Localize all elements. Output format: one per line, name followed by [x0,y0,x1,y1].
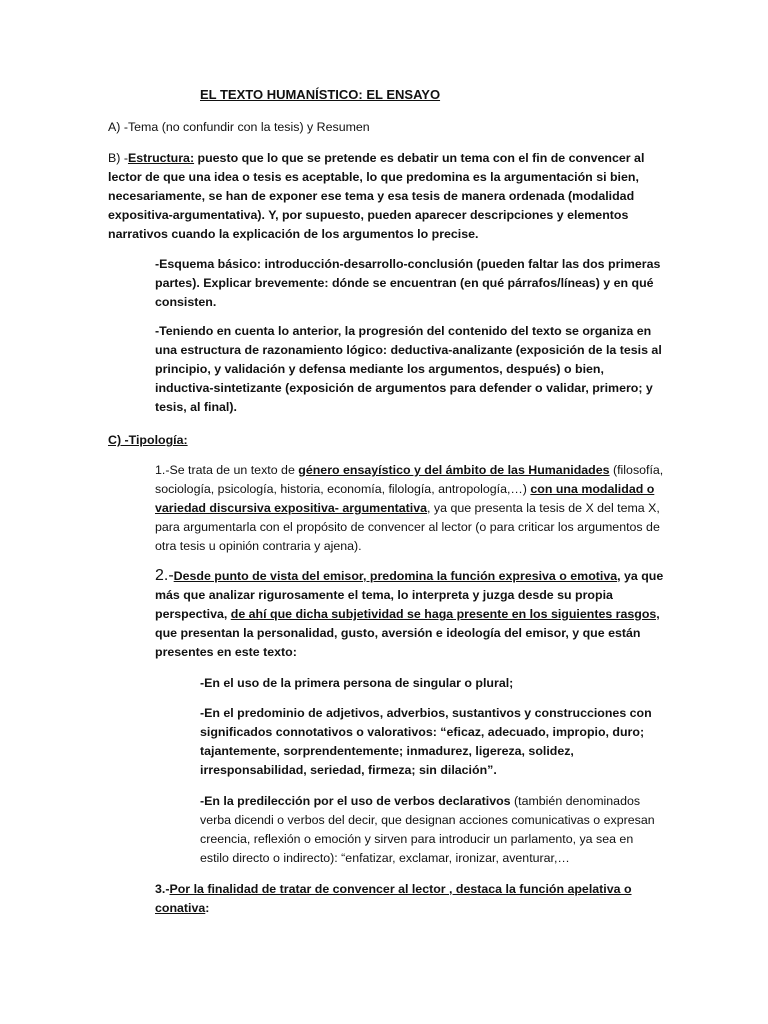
item2-underlined-2: de ahí que dicha subjetividad se haga presente en los siguientes rasgos, [230,607,660,621]
item3-number: 3.- [155,882,170,896]
subitem-verbos-declarativos [200,792,660,868]
subitem-adjetivos: -En el predominio de adjetivos, adverbios, sustantivos y construcciones con significados connotativos o valorativos: “eficaz, adecuado, impropio, duro; tajantemente, sorprendentemente; inmadurez, ligereza, solidez, irresponsabilidad, seriedad, firmeza; sin dilación”. [200,706,652,777]
esquema-paragraph: -Esquema básico: introducción-desarrollo-conclusión (pueden faltar las dos primeras partes). Explicar brevemente: dónde se encuentran (en qué párrafos/líneas) y en qué consisten. [155,257,661,309]
section-b-heading: Estructura: [127,151,195,165]
item1-underlined-1: género ensayístico y del ámbito de las Humanidades [298,463,610,477]
item2-number: 2.- [155,567,174,584]
page-title: EL TEXTO HUMANÍSTICO: EL ENSAYO [200,87,441,102]
section-b-text: puesto que lo que se pretende es debatir un tema con el fin de convencer al lector de que una idea o tesis es aceptable, lo que predomina es la argumentación si bien, necesariamente, se han de exponer ese tema y esa tesis de manera ordenada (modalidad expositiva-argumentativa). Y, por supuesto, pueden aparecer descripciones y elementos narrativos cuando la explicación de los argumentos lo precise. [108,151,645,241]
tipologia-item-2 [155,566,665,662]
item1-text-2: (filosofía, sociología, psicología, historia, economía, filología, antropología,…) [155,463,664,496]
item3-underlined: Por la finalidad de tratar de convencer al lector , destaca la función apelativa o conativa [155,882,632,915]
tipologia-item-3 [155,880,665,918]
sub3-text: (también denominados verba dicendi o verbos del decir, que designan acciones comunicativas o expresan creencia, reflexión o emoción y sirven para introducir un parlamento, ya sea en estilo directo o indirecto): “enfatizar, exclamar, ironizar, aventurar,… [200,794,655,865]
progresion-paragraph: -Teniendo en cuenta lo anterior, la progresión del contenido del texto se organiza en una estructura de razonamiento lógico: deductiva-analizante (exposición de la tesis al principio, y validación y defensa mediante los argumentos, después) o bien, inductiva-sintetizante (exposición de argumentos para defender o validar, primero; y tesis, al final). [155,324,662,414]
tipologia-item-1 [155,461,665,556]
item1-text-1: 1.-Se trata de un texto de [155,463,299,477]
section-a: A) -Tema (no confundir con la tesis) y Resumen [108,120,370,134]
section-b-paragraph [108,149,668,244]
section-b-prefix: B) - [108,151,128,165]
sub3-bold: -En la predilección por el uso de verbos declarativos [200,794,511,808]
item3-colon: : [205,901,210,915]
item1-underlined-2: con una modalidad o variedad discursiva expositiva- argumentativa [155,482,655,515]
section-c-heading: C) -Tipología: [108,433,188,447]
item2-text-2: que presentan la personalidad, gusto, aversión e ideología del emisor, y que están presentes en este texto: [155,626,641,659]
item2-underlined-1: Desde punto de vista del emisor, predomina la función expresiva o emotiva [173,569,618,583]
item2-text-1: , ya que más que analizar rigurosamente el tema, lo interpreta y juzga desde su propia perspectiva, [155,569,664,621]
item1-text-3: , ya que presenta la tesis de X del tema X, para argumentarla con el propósito de convencer al lector (o para criticar los argumentos de otra tesis u opinión contraria y ajena). [155,501,660,553]
subitem-primera-persona: -En el uso de la primera persona de singular o plural; [200,676,514,690]
